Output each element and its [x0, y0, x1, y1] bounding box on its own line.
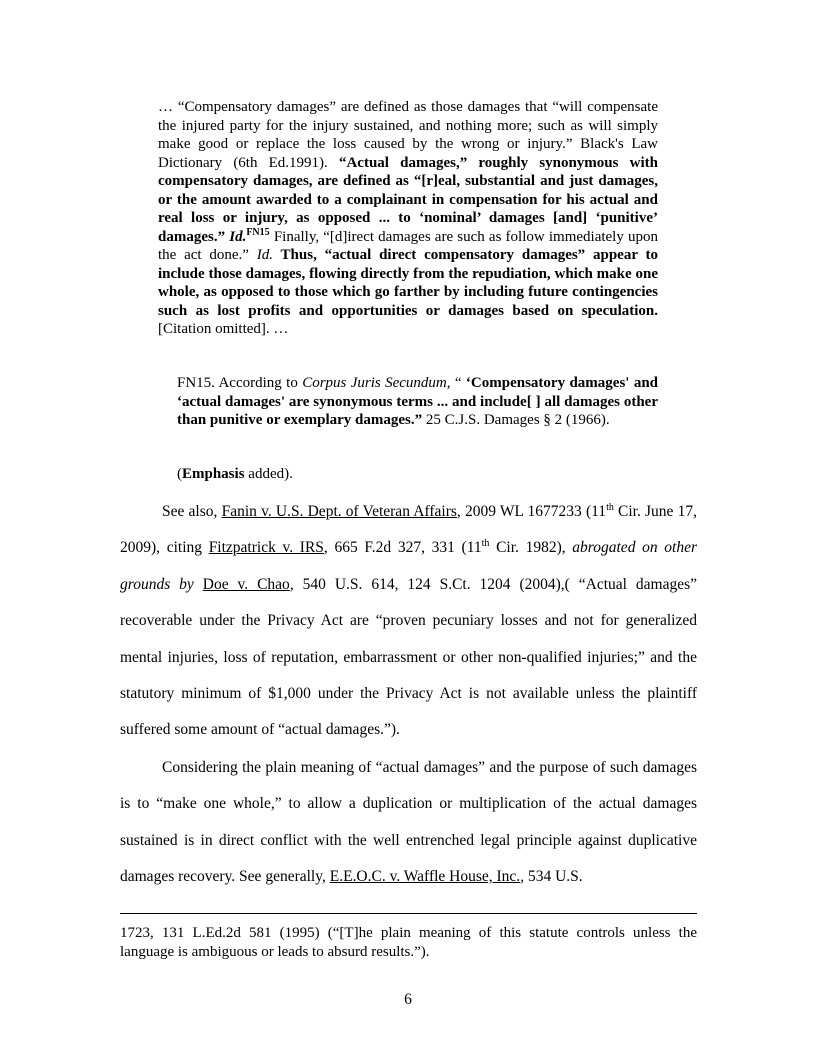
case-citation: Doe v. Chao — [202, 575, 290, 593]
case-citation: E.E.O.C. v. Waffle House, Inc. — [329, 868, 521, 886]
footnote: 1723, 131 L.Ed.2d 581 (1995) (“[T]he plain meaning of this statute controls unless the language is ambiguous or leads to absurd results.”). — [120, 925, 697, 960]
case-citation: Fitzpatrick v. IRS — [208, 539, 324, 557]
case-citation: Fanin v. U.S. Dept. of Veteran Affairs — [221, 503, 457, 520]
body-paragraph-2: Considering the plain meaning of “actual damages” and the purpose of such damages is to “make one whole,” to allow a duplication or multiplication of the actual damages sustained is in direct conflict with the well entrenched legal principle against duplicative damages recovery. See generally, E.E.O.C. v. Waffle House, Inc., 534 U.S. — [120, 759, 697, 886]
quoted-footnote-text: FN15. According to Corpus Juris Secundum, “ ‘Compensatory damages' and ‘actual damages' are synonymous terms ... and include[ ] all damages other than punitive or exemplary damages.” 25 C.J.S. Damages § 2 (1966). — [177, 375, 659, 428]
quoted-footnote — [177, 374, 658, 430]
page-number: 6 — [404, 991, 412, 1008]
footnote-separator — [120, 913, 697, 914]
block-quote — [158, 98, 658, 339]
body-paragraph-1: See also, Fanin v. U.S. Dept. of Veteran Affairs, 2009 WL 1677233 (11th Cir. June 17, 2009), citing Fitzpatrick v. IRS, 665 F.2d 327, 331 (11th Cir. 1982), abrogated on other grounds by Doe v. Chao, 540 U.S. 614, 124 S.Ct. 1204 (2004),( “Actual damages” recoverable under the Privacy Act are “proven pecuniary losses and not for generalized mental injuries, loss of reputation, embarrassment or other non-qualified injuries;” and the statutory minimum of $1,000 under the Privacy Act is not available unless the plaintiff suffered some amount of “actual damages.”). — [120, 502, 698, 739]
emphasis-note: (Emphasis added). — [177, 466, 293, 482]
block-quote-paragraph: … “Compensatory damages” are defined as those damages that “will compensate the injured party for the injury sustained, and nothing more; such as will simply make good or replace the loss caused by the wrong or injury.” Black's Law Dictionary (6th Ed.1991). “Actual damages,” roughly synonymous with compensatory damages, are defined as “[r]eal, substantial and just damages, or the amount awarded to a complainant in compensation for his actual and real loss or injury, as opposed ... to ‘nominal’ damages [and] ‘punitive’ damages.” Id.$^{FN15}$ Finally, “[d]irect damages are such as follow immediately upon the act done.” Id. Thus, “actual direct compensatory damages” appear to include those damages, flowing directly from the repudiation, which make one whole, as opposed to those which go farther by including future contingencies such as lost profits and opportunities or damages based on speculation. [Citation omitted]. … — [158, 99, 659, 337]
